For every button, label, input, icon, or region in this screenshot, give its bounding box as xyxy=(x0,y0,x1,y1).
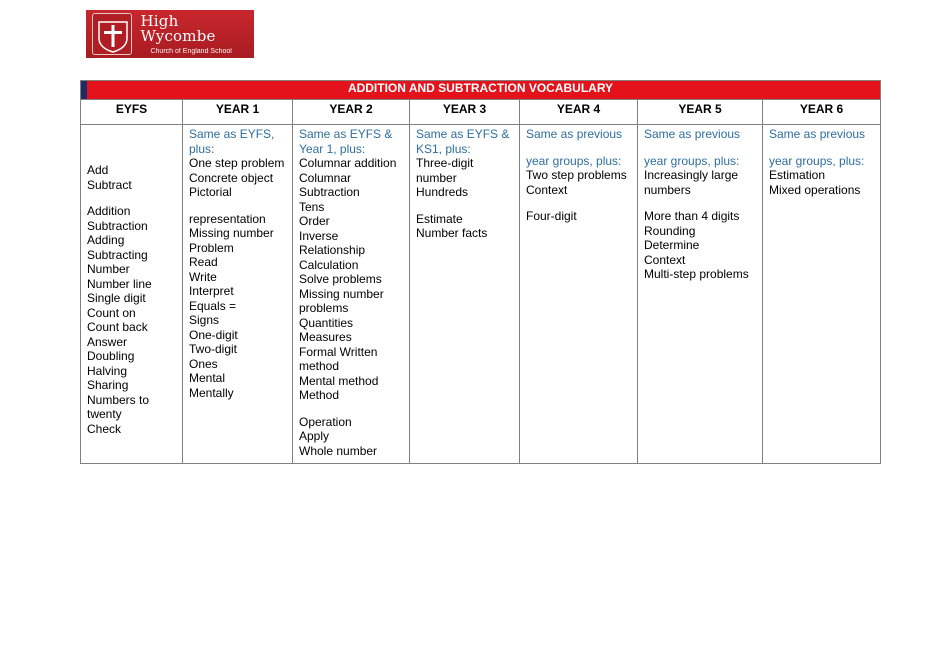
vocab-word: Numbers to twenty xyxy=(87,392,150,421)
vocab-word: Ones xyxy=(189,356,218,371)
vocab-word: Count on xyxy=(87,305,136,320)
year-3-intro: Same as EYFS & KS1, plus: xyxy=(416,127,510,156)
vocab-word: Subtracting xyxy=(87,247,148,262)
vocab-word: Determine xyxy=(644,238,700,252)
vocab-word: Apply xyxy=(299,429,330,443)
vocab-word: Halving xyxy=(87,363,128,378)
year-4-intro-b: year groups, plus: xyxy=(526,153,622,168)
vocab-word: Two-digit xyxy=(189,342,238,356)
vocab-word: Mentally xyxy=(189,385,234,400)
vocab-word: Quantities xyxy=(299,315,354,330)
year-2-group-2 xyxy=(299,415,404,459)
year-1-group-2 xyxy=(189,212,287,401)
vocab-word: Multi-step problems xyxy=(644,267,749,281)
vocab-word: Four-digit xyxy=(526,209,577,223)
vocab-word: Context xyxy=(526,182,568,197)
school-subtitle: Church of England School xyxy=(150,47,232,55)
year-2-group-1 xyxy=(299,156,404,403)
vocab-word: Subtraction xyxy=(87,218,148,233)
vocab-word: Estimate xyxy=(416,211,463,226)
vocab-word: Mixed operations xyxy=(769,182,861,197)
vocab-word: Hundreds xyxy=(416,185,469,199)
vocab-word: Estimation xyxy=(769,168,826,182)
school-name: High Wycombe xyxy=(140,11,216,45)
cell-year-3 xyxy=(410,125,520,464)
vocabulary-table xyxy=(80,80,881,464)
vocab-word: Problem xyxy=(189,240,234,255)
header-year-6: YEAR 6 xyxy=(763,100,881,125)
vocab-word: Equals = xyxy=(189,298,237,313)
vocab-word: Columnar Subtraction xyxy=(299,170,360,199)
year-6-group-1 xyxy=(769,168,875,197)
vocab-word: One-digit xyxy=(189,327,238,342)
vocab-word: Formal Written method xyxy=(299,344,378,373)
year-4-group-1 xyxy=(526,168,632,197)
cell-year-2 xyxy=(293,125,410,464)
vocab-word: Adding xyxy=(87,233,125,247)
vocab-word: More than 4 digits xyxy=(644,209,740,223)
year-4-group-2 xyxy=(526,209,632,224)
vocab-word: Signs xyxy=(189,313,220,327)
vocab-word: Answer xyxy=(87,334,128,349)
eyfs-group-1 xyxy=(87,163,177,192)
cell-year-4 xyxy=(520,125,638,464)
header-eyfs: EYFS xyxy=(81,100,183,125)
vocab-word: Concrete object xyxy=(189,170,274,185)
vocab-word: Number line xyxy=(87,276,152,291)
vocab-word: Order xyxy=(299,214,330,228)
vocab-word: Whole number xyxy=(299,443,378,458)
vocab-word: Interpret xyxy=(189,284,234,298)
vocab-word: Pictorial xyxy=(189,185,232,199)
vocab-word: Three-digit number xyxy=(416,156,474,185)
year-5-group-1 xyxy=(644,168,757,197)
cell-year-5 xyxy=(638,125,763,464)
vocab-word: Mental method xyxy=(299,373,379,388)
vocab-word: Subtract xyxy=(87,177,132,192)
vocab-word: Missing number xyxy=(189,226,274,240)
vocab-word: Doubling xyxy=(87,349,135,363)
vocab-word: Relationship xyxy=(299,243,366,257)
school-logo xyxy=(86,10,254,58)
vocab-word: Single digit xyxy=(87,291,146,305)
year-5-group-2 xyxy=(644,209,757,282)
vocab-word: Mental xyxy=(189,371,226,385)
year-5-intro-b: year groups, plus: xyxy=(644,153,740,168)
vocabulary-row xyxy=(81,125,881,464)
vocab-word: Context xyxy=(644,252,686,267)
vocab-word: Operation xyxy=(299,414,352,429)
cell-eyfs xyxy=(81,125,183,464)
vocab-word: Inverse xyxy=(299,228,339,243)
vocab-word: Two step problems xyxy=(526,168,627,182)
vocab-word: Count back xyxy=(87,320,148,334)
year-4-intro-a: Same as previous xyxy=(526,127,623,141)
header-year-4: YEAR 4 xyxy=(520,100,638,125)
vocab-word: Number xyxy=(87,262,130,276)
header-row xyxy=(81,100,881,125)
vocab-word: Number facts xyxy=(416,226,488,240)
year-6-intro-a: Same as previous xyxy=(769,127,866,141)
header-year-3: YEAR 3 xyxy=(410,100,520,125)
vocab-word: Solve problems xyxy=(299,272,382,286)
vocab-word: Check xyxy=(87,421,122,436)
vocab-word: Calculation xyxy=(299,257,359,272)
crest-icon xyxy=(92,13,132,55)
year-2-intro: Same as EYFS & Year 1, plus: xyxy=(299,127,393,156)
vocab-word: Addition xyxy=(87,204,131,218)
table-title: ADDITION AND SUBTRACTION VOCABULARY xyxy=(81,81,881,100)
year-3-group-1 xyxy=(416,156,514,200)
year-5-intro-a: Same as previous xyxy=(644,127,741,141)
vocab-word: One step problem xyxy=(189,156,285,170)
year-3-group-2 xyxy=(416,212,514,241)
vocab-word: Increasingly large numbers xyxy=(644,168,739,197)
vocab-word: Columnar addition xyxy=(299,156,397,170)
vocab-word: Tens xyxy=(299,199,325,214)
header-year-5: YEAR 5 xyxy=(638,100,763,125)
vocab-word: Write xyxy=(189,269,217,284)
year-1-intro: Same as EYFS, plus: xyxy=(189,127,275,156)
vocab-word: Sharing xyxy=(87,378,129,392)
vocab-word: Add xyxy=(87,163,109,177)
vocab-word: Method xyxy=(299,388,340,402)
vocab-word: Read xyxy=(189,255,218,269)
header-year-2: YEAR 2 xyxy=(293,100,410,125)
vocab-word: representation xyxy=(189,211,266,226)
vocab-word: Rounding xyxy=(644,223,696,238)
vocab-word: Missing number problems xyxy=(299,286,384,315)
year-6-intro-b: year groups, plus: xyxy=(769,153,865,168)
cell-year-1 xyxy=(183,125,293,464)
header-year-1: YEAR 1 xyxy=(183,100,293,125)
cell-year-6 xyxy=(763,125,881,464)
year-1-group-1 xyxy=(189,156,287,200)
eyfs-group-2 xyxy=(87,204,177,436)
vocab-word: Measures xyxy=(299,330,352,344)
